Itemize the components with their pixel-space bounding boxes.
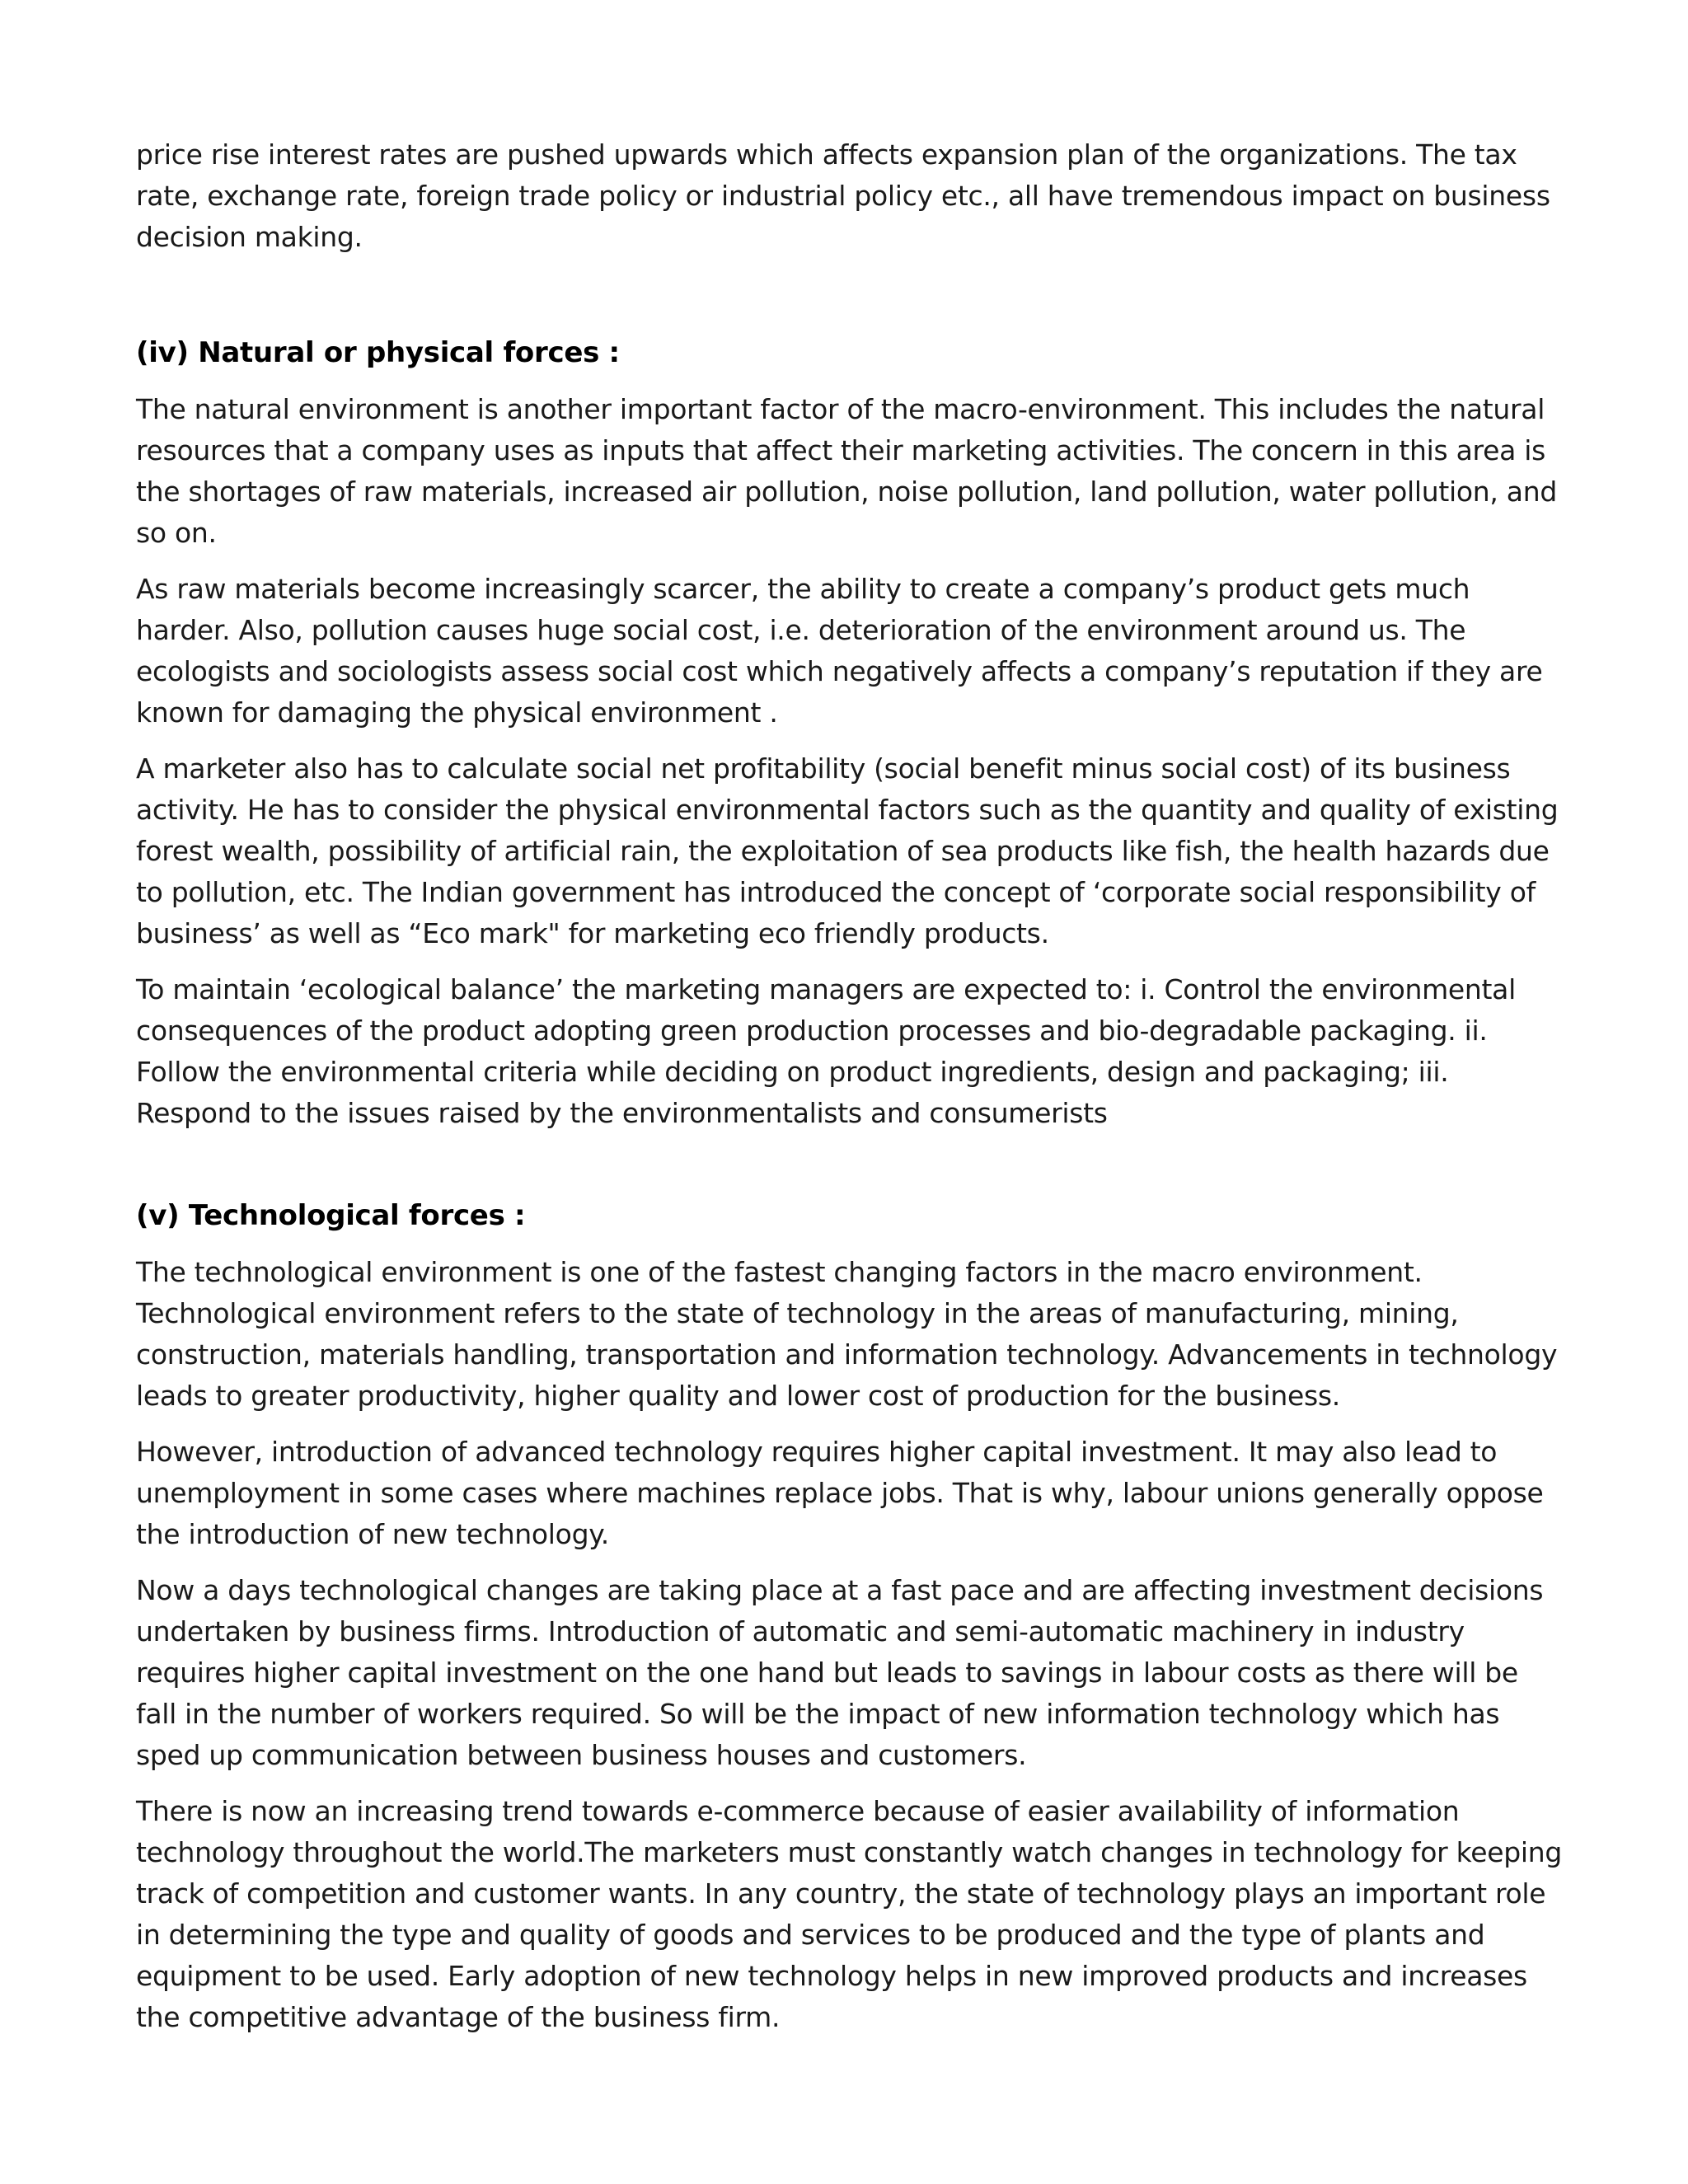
page-content: [136, 134, 1562, 2053]
paragraph: As raw materials become increasingly scarcer, the ability to create a company’s product gets much harder. Also, pollution causes huge social cost, i.e. deterioration of the environment around us. The ecologists and sociologists assess social cost which negatively affects a company’s reputation if they are known for damaging the physical environment .: [136, 573, 1543, 729]
paragraph: To maintain ‘ecological balance’ the marketing managers are expected to: i. Control the environmental consequences of the product adopting green production processes and bio-degradable packaging. ii. Follow the environmental criteria while deciding on product ingredients, design and packaging; iii. Respond to the issues raised by the environmentalists and consumerists: [136, 973, 1516, 1129]
lead-paragraph: price rise interest rates are pushed upwards which affects expansion plan of the organizations. The tax rate, exchange rate, foreign trade policy or industrial policy etc., all have tremendous impact on business decision making.: [136, 138, 1550, 253]
paragraph: There is now an increasing trend towards e-commerce because of easier availability of information technology throughout the world.The marketers must constantly watch changes in technology for keeping track of competition and customer wants. In any country, the state of technology plays an important role in determining the type and quality of goods and services to be produced and the type of plants and equipment to be used. Early adoption of new technology helps in new improved products and increases the competitive advantage of the business firm.: [136, 1795, 1562, 2033]
paragraph: A marketer also has to calculate social net profitability (social benefit minus social cost) of its business activity. He has to consider the physical environmental factors such as the quantity and quality of existing forest wealth, possibility of artificial rain, the exploitation of sea products like fish, the health hazards due to pollution, etc. The Indian government has introduced the concept of ‘corporate social responsibility of business’ as well as “Eco mark" for marketing eco friendly products.: [136, 752, 1559, 949]
paragraph: However, introduction of advanced technology requires higher capital investment. It may also lead to unemployment in some cases where machines replace jobs. That is why, labour unions generally oppose the introduction of new technology.: [136, 1436, 1544, 1550]
section-technological-forces: [136, 1195, 1562, 2038]
paragraph: The technological environment is one of the fastest changing factors in the macro environment. Technological environment refers to the state of technology in the areas of manufacturing, mining, construction, materials handling, transportation and information technology. Advancements in technology leads to greater productivity, higher quality and lower cost of production for the business.: [136, 1256, 1558, 1412]
section-heading-natural: (iv) Natural or physical forces :: [136, 336, 620, 369]
section-heading-technological: (v) Technological forces :: [136, 1199, 526, 1232]
paragraph: The natural environment is another important factor of the macro-environment. This includes the natural resources that a company uses as inputs that affect their marketing activities. The concern in this area is the shortages of raw materials, increased air pollution, noise pollution, land pollution, water pollution, and so on.: [136, 393, 1557, 549]
section-natural-forces: [136, 332, 1562, 1134]
paragraph: Now a days technological changes are taking place at a fast pace and are affecting investment decisions undertaken by business firms. Introduction of automatic and semi-automatic machinery in industry requires higher capital investment on the one hand but leads to savings in labour costs as there will be fall in the number of workers required. So will be the impact of new information technology which has sped up communication between business houses and customers.: [136, 1574, 1544, 1771]
